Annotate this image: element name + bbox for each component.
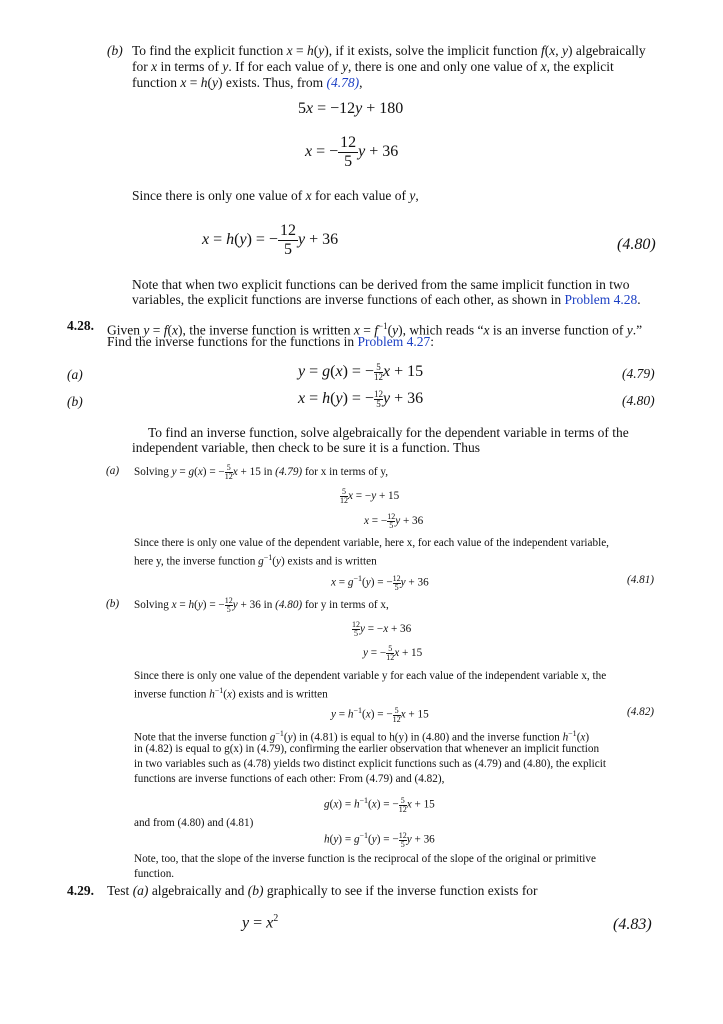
item-b-label: (b) [67, 394, 83, 409]
item-a-label: (a) [67, 367, 83, 382]
sol-b-and-from: and from (4.80) and (4.81) [134, 817, 254, 829]
problem-4-29-text: Test (a) algebraically and (b) graphically to see if the inverse function exists for [107, 883, 538, 898]
part-b-note-line2: variables, the explicit functions are inverse functions of each other, as shown in Problem 4.28. [132, 292, 641, 307]
part-b-intro-line3: function x = h(y) exists. Thus, from (4.78), [132, 75, 363, 90]
sol-b-step2: y = − $\frac{5}{12}$ x + 15 [363, 644, 423, 662]
problem-4-27-link[interactable]: Problem 4.27 [357, 334, 431, 349]
sol-b-label: (b) [106, 598, 120, 610]
equation-h-of-y: x = h(y) = − $\frac{12}{5}$ y + 36 [202, 222, 339, 258]
eqno-4-80-mid: (4.80) [622, 393, 655, 408]
sol-a-solving: Solving y = g(x) = − $\frac{5}{12}$ x + 15 in (4.79) for x in terms of y, [134, 463, 389, 481]
sol-a-label: (a) [106, 465, 120, 477]
sol-b-since-line1: Since there is only one value of the dependent variable y for each value of the independent variable x, the [134, 670, 607, 682]
part-b-since: Since there is only one value of x for each value of y, [132, 188, 419, 203]
eqno-4-80-top: (4.80) [617, 236, 656, 253]
sol-b-note-line2: in (4.82) is equal to g(x) in (4.79), confirming the earlier observation that whenever an implicit function [134, 743, 600, 755]
part-b-note-line1: Note that when two explicit functions can be derived from the same implicit function in two [132, 277, 630, 292]
sol-b-note-line3: in two variables such as (4.78) yields two distinct explicit functions such as (4.79) and (4.80), the explicit [134, 758, 606, 770]
part-b-intro-line1: To find the explicit function x = h(y), if it exists, solve the implicit function f(x, y) algebraically [132, 43, 646, 58]
eqno-4-82: (4.82) [627, 706, 655, 718]
eq-ref-4-78[interactable]: (4.78) [326, 75, 360, 90]
equation-5x: 5x = −12y + 180 [298, 100, 404, 117]
problem-number-4-28: 4.28. [67, 318, 94, 333]
sol-b-step1: $\frac{12}{5}$ y = −x + 36 [352, 620, 412, 638]
problem-4-28-line2: Find the inverse functions for the functions in Problem 4.27: [107, 334, 434, 349]
sol-b-solving: Solving x = h(y) = − $\frac{12}{5}$ y + 36 in (4.80) for y in terms of x, [134, 596, 389, 614]
equation-h-inverse: $y = h^{-1}(x)$ = − $\frac{5}{12}$ x + 15 [331, 705, 429, 724]
solution-intro-line2: independent variable, then check to be sure it is a function. Thus [132, 440, 481, 455]
solution-intro-line1: To find an inverse function, solve algebraically for the dependent variable in terms of the [148, 425, 629, 440]
part-b-intro-line2: for x in terms of y. If for each value of y, there is one and only one value of x, the explicit [132, 59, 614, 74]
eqno-4-79: (4.79) [622, 366, 655, 381]
sol-a-step2: x = − $\frac{12}{5}$ y + 36 [364, 512, 424, 530]
sol-a-step1: $\frac{5}{12}$ x = −y + 15 [340, 487, 400, 505]
equation-x-solved: x = − $\frac{12}{5}$ y + 36 [305, 134, 399, 170]
part-b-label: (b) [107, 43, 123, 58]
equation-h-equals-g-inverse: $h(y) = g^{-1}(y)$ = − $\frac{12}{5}$ y + 36 [324, 830, 435, 849]
sol-b-note-line4: functions are inverse functions of each other: From (4.79) and (4.82), [134, 773, 445, 785]
equation-y-x-squared: $y = x^2$ [242, 913, 279, 932]
sol-a-since-line2: here y, the inverse function $g^{-1}(y)$ exists and is written [134, 553, 377, 568]
equation-g-inverse: $x = g^{-1}(y)$ = − $\frac{12}{5}$ y + 36 [331, 573, 429, 592]
problem-4-28-link[interactable]: Problem 4.28 [564, 292, 638, 307]
eqno-4-81: (4.81) [627, 574, 655, 586]
equation-g-equals-h-inverse: $g(x) = h^{-1}(x)$ = − $\frac{5}{12}$ x + 15 [324, 795, 435, 814]
slope-note-line1: Note, too, that the slope of the inverse function is the reciprocal of the slope of the original or primitive [134, 853, 596, 865]
problem-4-28-line1: Given y = f(x), the inverse function is written $x = f^{-1}(y)$, which reads “x is an inverse function of y.” [107, 321, 643, 338]
equation-h-of-y-2: x = h(y) = − $\frac{12}{5}$ y + 36 [298, 389, 424, 409]
eqno-4-83: (4.83) [613, 916, 652, 933]
sol-a-since-line1: Since there is only one value of the dependent variable, here x, for each value of the independent variable, [134, 537, 609, 549]
sol-b-note-line1: Note that the inverse function $g^{-1}(y)$ in (4.81) is equal to h(y) in (4.80) and the inverse function $h^{-1}(x)$ [134, 729, 590, 744]
problem-number-4-29: 4.29. [67, 883, 94, 898]
slope-note-line2: function. [134, 868, 175, 880]
sol-b-since-line2: inverse function $h^{-1}(x)$ exists and is written [134, 686, 328, 701]
equation-g-of-x: y = g(x) = − $\frac{5}{12}$ x + 15 [298, 362, 424, 382]
